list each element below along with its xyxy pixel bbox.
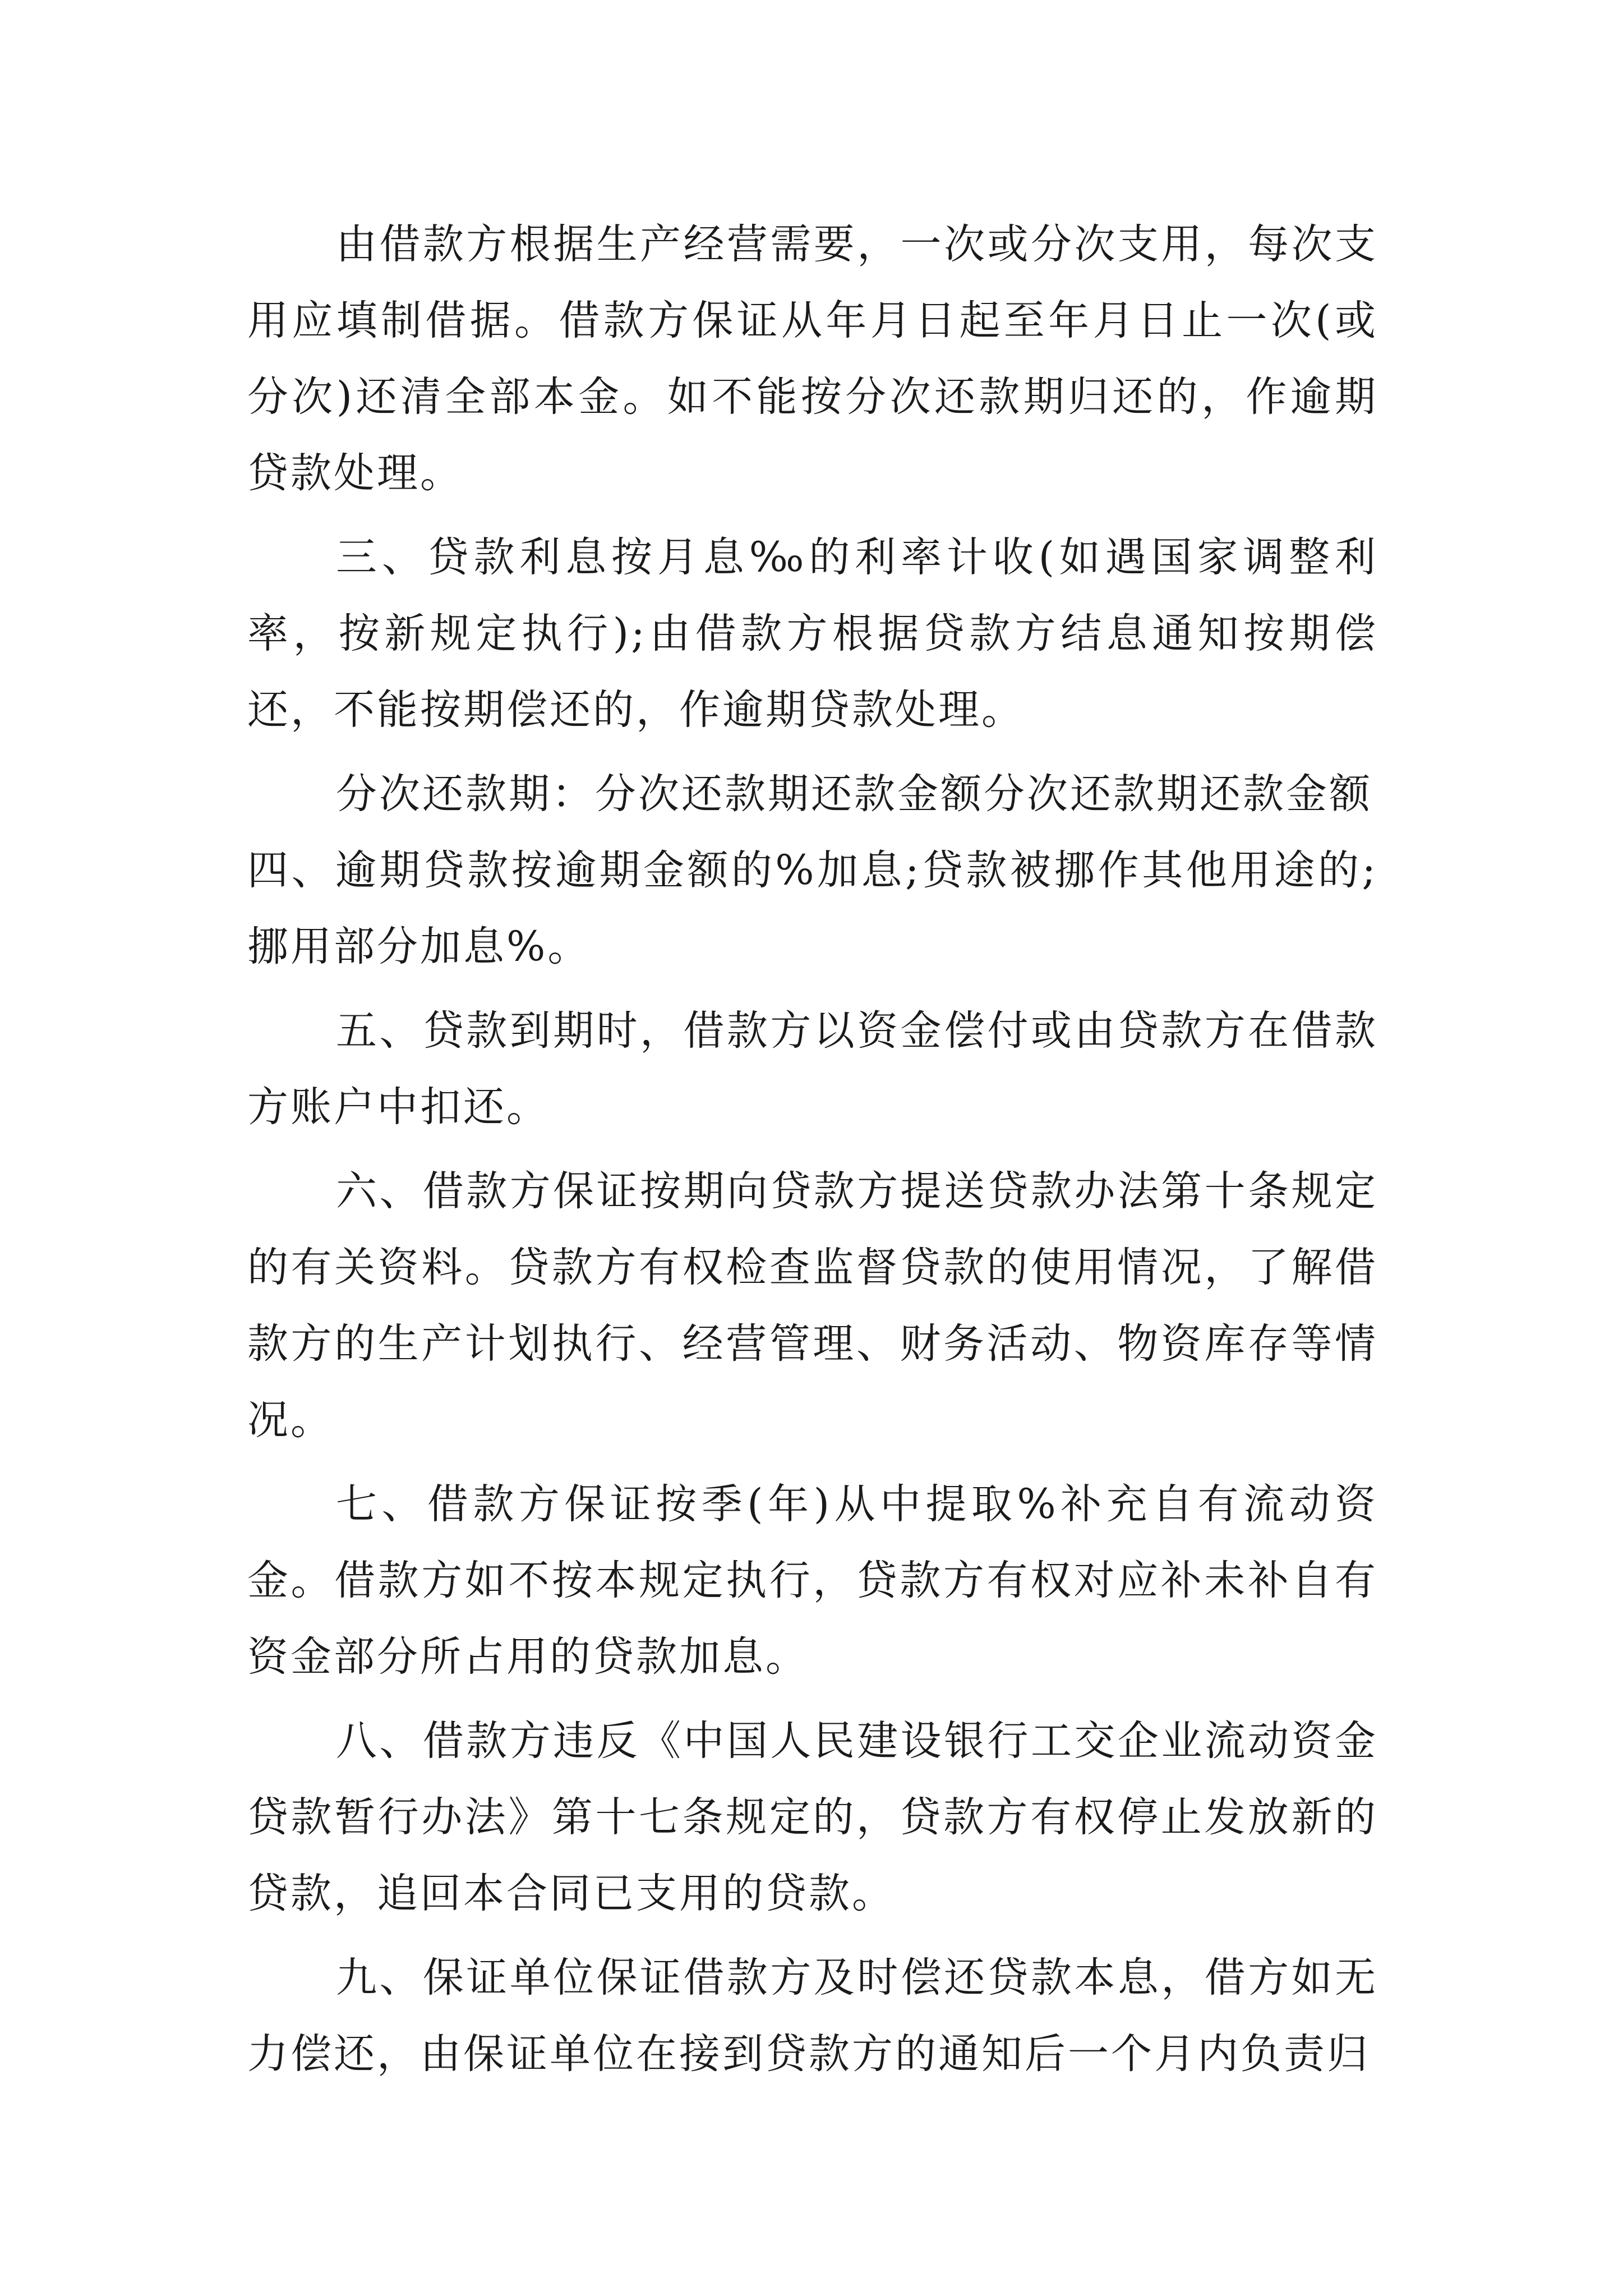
paragraph-gap	[247, 1695, 1378, 1703]
document-body	[247, 206, 1378, 2092]
paragraph-gap	[247, 985, 1378, 993]
paragraph-gap	[247, 1458, 1378, 1466]
paragraph-gap	[247, 1145, 1378, 1153]
paragraph-disbursement: 由借款方根据生产经营需要，一次或分次支用，每次支用应填制借据。借款方保证从年月日起至年月日止一次(或分次)还清全部本金。如不能按分次还款期归还的，作逾期贷款处理。	[247, 220, 1378, 497]
paragraph-clause-4-overdue: 四、逾期贷款按逾期金额的%加息;贷款被挪作其他用途的;挪用部分加息%。	[247, 846, 1378, 970]
paragraph-clause-5-maturity: 五、贷款到期时，借款方以资金偿付或由贷款方在借款方账户中扣还。	[247, 1007, 1378, 1131]
paragraph-clause-7-working-capital: 七、借款方保证按季(年)从中提取%补充自有流动资金。借款方如不按本规定执行，贷款方有权对应补未补自有资金部分所占用的贷款加息。	[247, 1480, 1378, 1681]
paragraph-clause-3-interest: 三、贷款利息按月息‰的利率计收(如遇国家调整利率，按新规定执行);由借款方根据贷款方结息通知按期偿还，不能按期偿还的，作逾期贷款处理。	[247, 533, 1378, 734]
paragraph-clause-6-reporting: 六、借款方保证按期向贷款方提送贷款办法第十条规定的有关资料。贷款方有权检查监督贷款的使用情况，了解借款方的生产计划执行、经营管理、财务活动、物资库存等情况。	[247, 1167, 1378, 1444]
paragraph-gap	[247, 748, 1378, 756]
paragraph-clause-9-guarantor: 九、保证单位保证借款方及时偿还贷款本息，借方如无力偿还，由保证单位在接到贷款方的通知后一个月内负责归	[247, 1954, 1378, 2078]
paragraph-gap	[247, 512, 1378, 519]
paragraph-installment-schedule: 分次还款期：分次还款期还款金额分次还款期还款金额	[336, 770, 1372, 818]
paragraph-gap	[247, 1932, 1378, 1940]
paragraph-clause-8-violation: 八、借款方违反《中国人民建设银行工交企业流动资金贷款暂行办法》第十七条规定的，贷款方有权停止发放新的贷款，追回本合同已支用的贷款。	[247, 1717, 1378, 1917]
